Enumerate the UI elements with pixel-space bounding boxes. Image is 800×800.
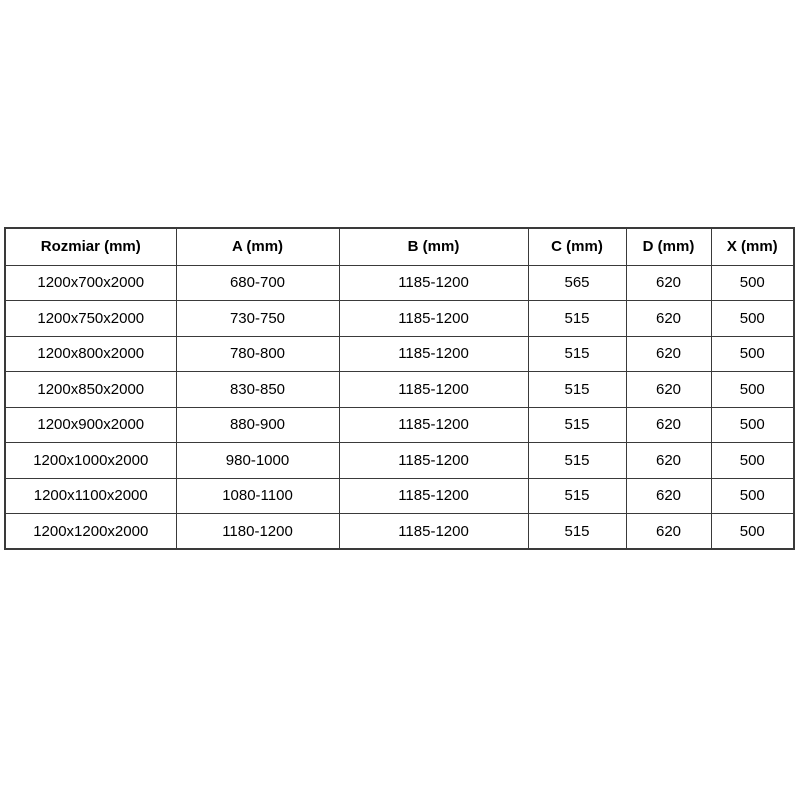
cell-b: 1185-1200	[339, 336, 528, 372]
cell-c: 515	[528, 407, 626, 443]
cell-b: 1185-1200	[339, 514, 528, 550]
cell-b: 1185-1200	[339, 407, 528, 443]
table-row	[5, 372, 794, 408]
header-row	[5, 228, 794, 265]
cell-rozmiar: 1200x1200x2000	[5, 514, 176, 550]
cell-rozmiar: 1200x900x2000	[5, 407, 176, 443]
cell-d: 620	[626, 265, 711, 301]
column-header-x: X (mm)	[711, 228, 794, 265]
table-row	[5, 265, 794, 301]
cell-c: 515	[528, 478, 626, 514]
cell-rozmiar: 1200x700x2000	[5, 265, 176, 301]
table-row	[5, 301, 794, 337]
column-header-c: C (mm)	[528, 228, 626, 265]
cell-a: 730-750	[176, 301, 339, 337]
cell-x: 500	[711, 265, 794, 301]
cell-a: 680-700	[176, 265, 339, 301]
cell-a: 830-850	[176, 372, 339, 408]
cell-x: 500	[711, 478, 794, 514]
cell-rozmiar: 1200x1100x2000	[5, 478, 176, 514]
column-header-b: B (mm)	[339, 228, 528, 265]
cell-a: 880-900	[176, 407, 339, 443]
table-row	[5, 478, 794, 514]
cell-d: 620	[626, 372, 711, 408]
column-header-a: A (mm)	[176, 228, 339, 265]
cell-rozmiar: 1200x750x2000	[5, 301, 176, 337]
table-body	[5, 265, 794, 549]
cell-d: 620	[626, 478, 711, 514]
table-header	[5, 228, 794, 265]
table-row	[5, 407, 794, 443]
cell-c: 515	[528, 372, 626, 408]
cell-a: 980-1000	[176, 443, 339, 479]
cell-c: 515	[528, 301, 626, 337]
cell-d: 620	[626, 407, 711, 443]
cell-c: 515	[528, 514, 626, 550]
cell-x: 500	[711, 514, 794, 550]
size-table	[4, 227, 795, 550]
table-row	[5, 336, 794, 372]
cell-b: 1185-1200	[339, 301, 528, 337]
cell-b: 1185-1200	[339, 372, 528, 408]
table-row	[5, 443, 794, 479]
cell-d: 620	[626, 336, 711, 372]
cell-x: 500	[711, 407, 794, 443]
table-row	[5, 514, 794, 550]
cell-rozmiar: 1200x800x2000	[5, 336, 176, 372]
column-header-rozmiar: Rozmiar (mm)	[5, 228, 176, 265]
cell-b: 1185-1200	[339, 443, 528, 479]
cell-d: 620	[626, 443, 711, 479]
cell-c: 565	[528, 265, 626, 301]
cell-d: 620	[626, 301, 711, 337]
cell-x: 500	[711, 301, 794, 337]
cell-x: 500	[711, 443, 794, 479]
cell-x: 500	[711, 336, 794, 372]
column-header-d: D (mm)	[626, 228, 711, 265]
cell-c: 515	[528, 336, 626, 372]
cell-rozmiar: 1200x1000x2000	[5, 443, 176, 479]
cell-rozmiar: 1200x850x2000	[5, 372, 176, 408]
cell-c: 515	[528, 443, 626, 479]
size-table-container	[4, 227, 794, 550]
cell-b: 1185-1200	[339, 478, 528, 514]
cell-a: 1080-1100	[176, 478, 339, 514]
cell-a: 780-800	[176, 336, 339, 372]
cell-d: 620	[626, 514, 711, 550]
cell-a: 1180-1200	[176, 514, 339, 550]
cell-x: 500	[711, 372, 794, 408]
cell-b: 1185-1200	[339, 265, 528, 301]
